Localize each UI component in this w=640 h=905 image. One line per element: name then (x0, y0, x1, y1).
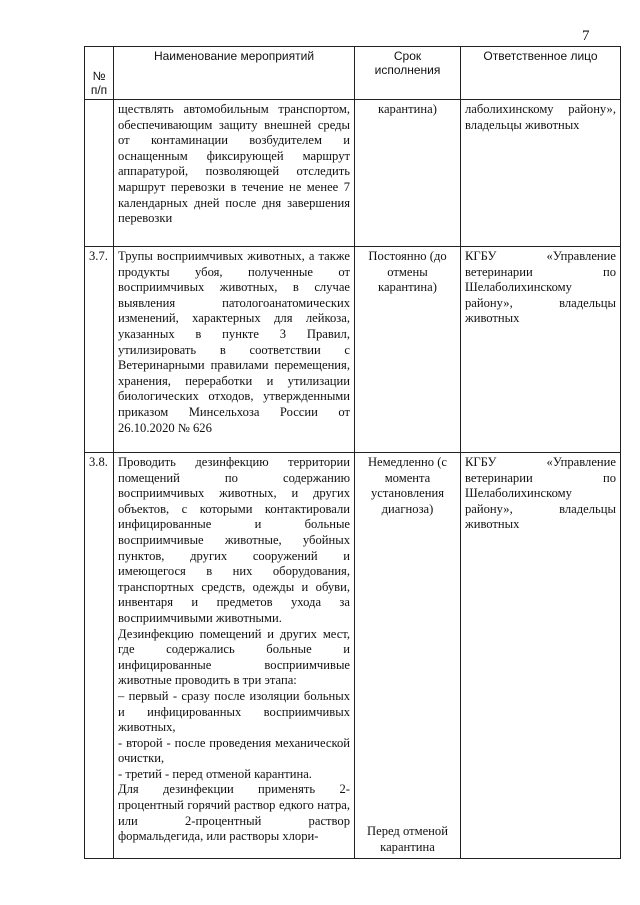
row-num: 3.7. (85, 247, 114, 453)
measures-table (84, 46, 621, 859)
row-term-first: Немедленно (с момента установления диагноза) (367, 455, 448, 516)
header-name: Наименование мероприятий (114, 47, 355, 100)
table-header-row (85, 47, 621, 100)
row-num: 3.8. (85, 453, 114, 859)
row-text-paragraph: – первый - сразу после изоляции больных и инфицированных восприимчивых животных, (118, 688, 350, 735)
table-row (85, 453, 621, 859)
header-term: Срок исполнения (355, 47, 461, 100)
row-responsible: КГБУ «Управление ветеринарии по Шелаболихинскому району», владельцы животных (461, 247, 621, 453)
row-text: Трупы восприимчивых животных, а также продукты убоя, полученные от восприимчивых животных, в случае выявления патологоанатомических изменений, характерных для лейкоза, указанных в пункте 3 Правил, утилизировать в соответствии с Ветеринарными правилами перемещения, хранения, переработки и утилизации биологических отходов, утвержденными приказом Минсельхоза России от 26.10.2020 № 626 (114, 247, 355, 453)
row-text: ществлять автомобильным транспортом, обеспечивающим защиту внешней среды от контаминации возбудителем и оснащенным фиксирующей маршрут аппаратурой, позволяющей отследить маршрут перевозки в течение не менее 7 календарных дней после дня завершения перевозки (114, 100, 355, 247)
row-term: карантина) (355, 100, 461, 247)
table-row (85, 100, 621, 247)
row-text-paragraph: Дезинфекцию помещений и других мест, где содержались больные и инфицированные восприимчивые животные проводить в три этапа: (118, 626, 350, 688)
row-text-paragraph: Для дезинфекции применять 2-процентный горячий раствор едкого натра, или 2-процентный раствор формальдегида, или растворы хлори- (118, 782, 350, 844)
row-text-paragraph: - второй - после проведения механической очистки, (118, 735, 350, 766)
header-responsible: Ответственное лицо (461, 47, 621, 100)
page-number: 7 (582, 28, 590, 44)
header-num-label: № п/п (90, 69, 108, 97)
row-text (114, 453, 355, 859)
table-row (85, 247, 621, 453)
row-num (85, 100, 114, 247)
row-term: Постоянно (до отмены карантина) (355, 247, 461, 453)
row-text-paragraph: - третий - перед отменой карантина. (118, 766, 312, 781)
row-text-paragraph: Проводить дезинфекцию территории помещений по содержанию восприимчивых животных, и других объектов, с которыми контактировали инфицированные и больные восприимчивые животные, убойных пунктов, других сооружений и имеющегося в них оборудования, транспортных средств, одежды и обуви, инвентаря и предметов ухода за восприимчивыми животными. (118, 455, 350, 625)
header-num (85, 47, 114, 100)
row-responsible: лаболихинскому району», владельцы животных (461, 100, 621, 247)
term-spacer (359, 517, 456, 824)
row-term (355, 453, 461, 859)
row-responsible: КГБУ «Управление ветеринарии по Шелаболихинскому району», владельцы животных (461, 453, 621, 859)
row-term-second: Перед отменой карантина (367, 824, 448, 854)
